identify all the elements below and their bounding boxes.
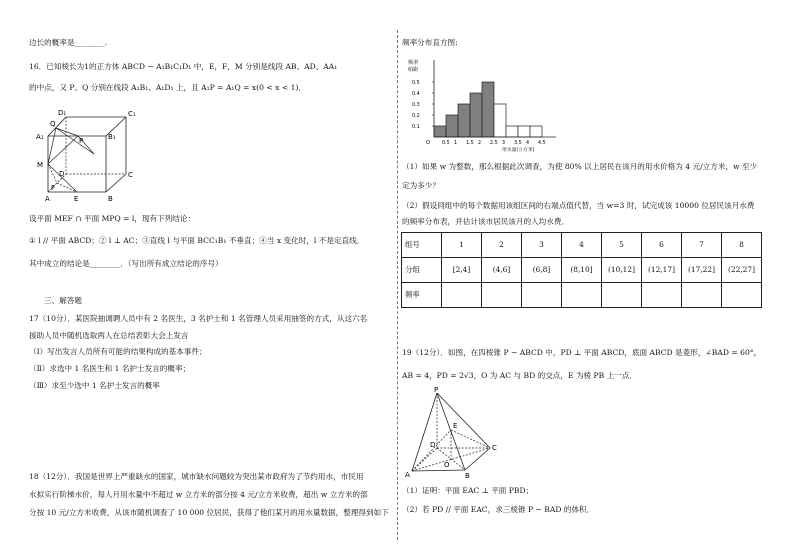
label-A1: A₁ — [36, 133, 44, 141]
interval-cell: (10,12] — [602, 258, 642, 283]
y-axis-label: 频率 — [408, 60, 419, 66]
pyramid-figure — [404, 384, 504, 480]
histogram-bar — [434, 126, 446, 137]
x-tick-label: 3 — [502, 141, 506, 146]
row-label-interval: 分组 — [402, 258, 442, 283]
label-C: C — [128, 171, 133, 179]
x-tick-label: 2.5 — [490, 141, 498, 146]
label-O: O — [444, 461, 450, 469]
row-label-group-number: 组号 — [402, 233, 442, 258]
q17-line4: （Ⅱ）求选中 1 名医生和 1 名护士发言的概率； — [29, 364, 191, 373]
group-number-cell: 4 — [562, 233, 602, 258]
y-axis-label: 组距 — [408, 67, 419, 73]
q18-part1-line2: 定为多少？ — [402, 181, 440, 190]
table-row — [402, 258, 762, 283]
interval-cell: (17,22] — [682, 258, 722, 283]
histogram-bar — [446, 115, 458, 137]
interval-cell: (6,8] — [522, 258, 562, 283]
y-tick-label: 0.4 — [412, 92, 420, 97]
label-M: M — [37, 161, 44, 169]
group-number-cell: 2 — [482, 233, 522, 258]
x-tick-label: 4 — [526, 141, 530, 146]
histogram-caption: 频率分布直方图: — [402, 38, 458, 47]
group-number-cell: 5 — [602, 233, 642, 258]
q17-line1: 17（10分）．某医院抽调聘人员中有 2 名医生，3 名护士和 1 名管理人员采用抽签的方式，从这六名 — [29, 314, 368, 323]
interval-cell: (12,17] — [642, 258, 682, 283]
label-E: E — [74, 195, 79, 202]
section-heading: 三、解答题 — [44, 296, 82, 305]
label-P: P — [79, 137, 84, 145]
y-tick-label: 0.5 — [412, 81, 420, 86]
frequency-blank-cell — [682, 283, 722, 308]
label-B: B — [108, 195, 113, 202]
q18-part1-line1: （1）如果 w 为整数，那么根据此次调查，为使 80% 以上居民在该月的用水价格为 4 元/立方米，w 至少 — [402, 162, 758, 171]
q17-line5: （Ⅲ）求至少选中 1 名护士发言的概率 — [29, 381, 160, 390]
interval-cell: [2,4] — [442, 258, 482, 283]
cube-figure — [34, 106, 140, 202]
q19-part1: （1）证明：平面 EAC ⊥ 平面 PBD； — [402, 486, 534, 495]
frequency-blank-cell — [482, 283, 522, 308]
frequency-table — [401, 232, 762, 308]
x-tick-label: 1.5 — [466, 141, 474, 146]
q18-line3: 分按 10 元/立方米收费，从该市随机调查了 10 000 位居民，获得了他们某月的用水量数据，整理得到如下 — [29, 508, 389, 517]
label-A: A — [45, 195, 50, 202]
label-C: C — [492, 444, 497, 452]
interval-cell: (22,27] — [722, 258, 762, 283]
frequency-blank-cell — [522, 283, 562, 308]
q19-line2: AB = 4，PD = 2√3，O 为 AC 与 BD 的交点，E 为棱 PB 上一点． — [402, 371, 638, 380]
histogram-bar — [506, 126, 518, 137]
label-C1: C₁ — [128, 110, 136, 118]
x-tick-label: 2 — [478, 141, 482, 146]
frequency-blank-cell — [602, 283, 642, 308]
table-row — [402, 233, 762, 258]
label-A: A — [405, 471, 410, 479]
frequency-blank-cell — [442, 283, 482, 308]
label-D1: D₁ — [58, 109, 67, 117]
histogram-bar — [494, 104, 506, 137]
label-P: P — [434, 386, 439, 394]
group-number-cell: 3 — [522, 233, 562, 258]
label-B: B — [465, 472, 470, 480]
q16-line2: 的中点，又 P、Q 分别在线段 A₁B₁、A₁D₁ 上，且 A₁P = A₁Q = x(0 < x < 1)． — [29, 83, 307, 92]
x-axis-label: 用水量(立方米) — [502, 148, 535, 152]
interval-cell: (4,6] — [482, 258, 522, 283]
x-tick-label: 3.5 — [514, 141, 522, 146]
q17-line2: 援助人员中随机选取两人在总结表彰大会上发言 — [29, 331, 189, 340]
row-label-frequency: 频率 — [402, 283, 442, 308]
q15-answer-line: 边长的概率是________. — [29, 38, 108, 47]
y-tick-label: 0.1 — [412, 125, 420, 130]
histogram-chart — [402, 56, 572, 152]
group-number-cell: 7 — [682, 233, 722, 258]
q16-line3: 设平面 MEF ∩ 平面 MPQ = l，现有下列结论： — [29, 214, 196, 223]
column-divider — [397, 30, 398, 540]
frequency-blank-cell — [562, 283, 602, 308]
label-Q: Q — [50, 120, 56, 128]
q17-line3: （Ⅰ）写出发言人员所有可能的结果构成的基本事件； — [29, 347, 207, 356]
y-tick-label: 0.2 — [412, 114, 420, 119]
q18-part2-line2: 的频率分布表，并估计该市居民该月的人均水费． — [402, 217, 570, 226]
q19-part2: （2）若 PD // 平面 EAC，求三棱锥 P − BAD 的体积． — [402, 505, 595, 514]
histogram-bar — [482, 82, 494, 137]
q18-part2-line1: （2）假设同组中的每个数据用该组区间的右端点值代替，当 w=3 时，试完成该 10000 位居民该月水费 — [402, 201, 755, 210]
label-D: D — [430, 441, 436, 449]
group-number-cell: 1 — [442, 233, 482, 258]
q16-line5: 其中成立的结论是________．（写出所有成立结论的序号） — [29, 259, 223, 268]
origin-label: O — [426, 140, 431, 146]
table-row — [402, 283, 762, 308]
label-E: E — [453, 422, 458, 430]
group-number-cell: 6 — [642, 233, 682, 258]
q16-line1: 16．已知棱长为1的正方体 ABCD − A₁B₁C₁D₁ 中，E，F，M 分别是线段 AB、AD、AA₁ — [29, 62, 338, 71]
interval-cell: (8,10] — [562, 258, 602, 283]
x-tick-label: 1 — [454, 141, 458, 146]
x-tick-label: 0.5 — [442, 141, 450, 146]
q16-line4: ① l // 平面 ABCD；② l ⊥ AC；③直线 l 与平面 BCC₁B₁ 不垂直；④当 x 变化时，l 不是定直线． — [29, 236, 365, 245]
histogram-bar — [530, 126, 542, 137]
y-tick-label: 0.3 — [412, 103, 420, 108]
q18-line2: 水拟实行阶梯水价，每人月用水量中不超过 w 立方米的部分按 4 元/立方米收费，超出 w 立方米的部 — [29, 490, 368, 499]
group-number-cell: 8 — [722, 233, 762, 258]
label-F: F — [51, 184, 56, 192]
histogram-bar — [458, 104, 470, 137]
label-B1: B₁ — [108, 133, 116, 141]
histogram-bar — [518, 126, 530, 137]
histogram-bar — [470, 93, 482, 137]
q19-line1: 19（12分）．如图，在四棱锥 P − ABCD 中，PD ⊥ 平面 ABCD，底面 ABCD 是菱形，∠BAD = 60°， — [402, 348, 762, 357]
label-D: D — [59, 170, 65, 178]
x-tick-label: 4.5 — [538, 141, 546, 146]
frequency-blank-cell — [642, 283, 682, 308]
frequency-blank-cell — [722, 283, 762, 308]
q18-line1: 18（12分）．我国是世界上严重缺水的国家，城市缺水问题较为突出某市政府为了节约用水，市民用 — [29, 472, 364, 481]
